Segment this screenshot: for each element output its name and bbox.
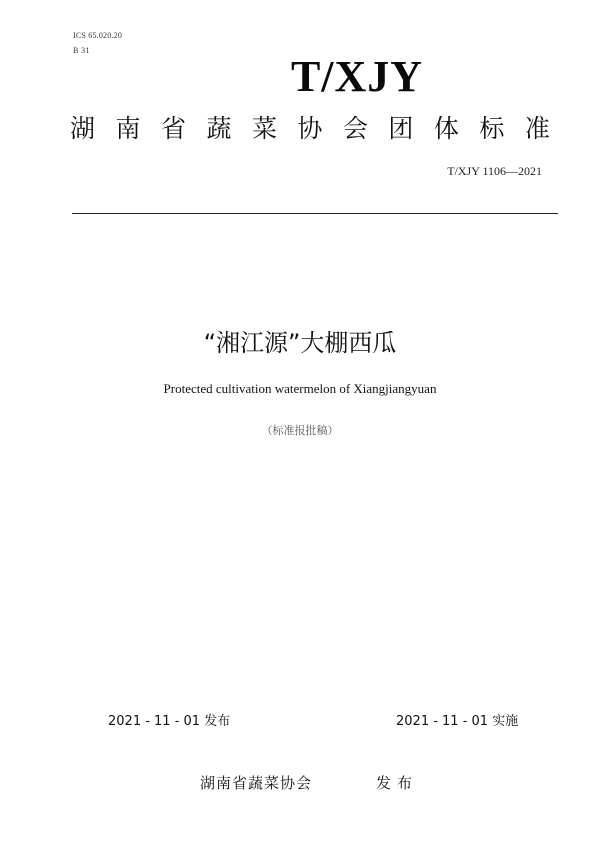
org-title-char: 团	[388, 114, 414, 143]
standard-mark: T/XJY	[290, 52, 424, 101]
chinese-title: “湘江源”大棚西瓜	[203, 329, 397, 357]
org-title-char: 协	[297, 114, 323, 143]
ics-code: ICS 65.020.20	[73, 31, 123, 40]
org-title-char: 湖	[70, 114, 96, 143]
org-title-char: 省	[160, 114, 186, 143]
org-title-char: 标	[479, 114, 505, 143]
org-title-char: 蔬	[206, 114, 232, 143]
english-title: Protected cultivation watermelon of Xiangjiangyuan	[163, 381, 437, 396]
header-divider	[72, 213, 558, 214]
org-title-char: 菜	[251, 114, 277, 143]
org-title-char: 准	[524, 114, 550, 143]
publish-label: 发布	[376, 774, 419, 792]
standard-number: T/XJY 1106—2021	[447, 164, 542, 178]
org-title-char: 体	[433, 114, 459, 143]
issue-date: 2021 - 11 - 01 发布	[108, 714, 231, 729]
org-title-char: 南	[115, 114, 141, 143]
publisher-name: 湖南省蔬菜协会	[200, 774, 313, 792]
ccs-code: B 31	[73, 46, 90, 55]
implementation-date: 2021 - 11 - 01 实施	[396, 714, 519, 729]
draft-stage: （标准报批稿）	[261, 424, 339, 437]
org-title-char: 会	[342, 114, 368, 143]
organization-title	[70, 112, 550, 146]
